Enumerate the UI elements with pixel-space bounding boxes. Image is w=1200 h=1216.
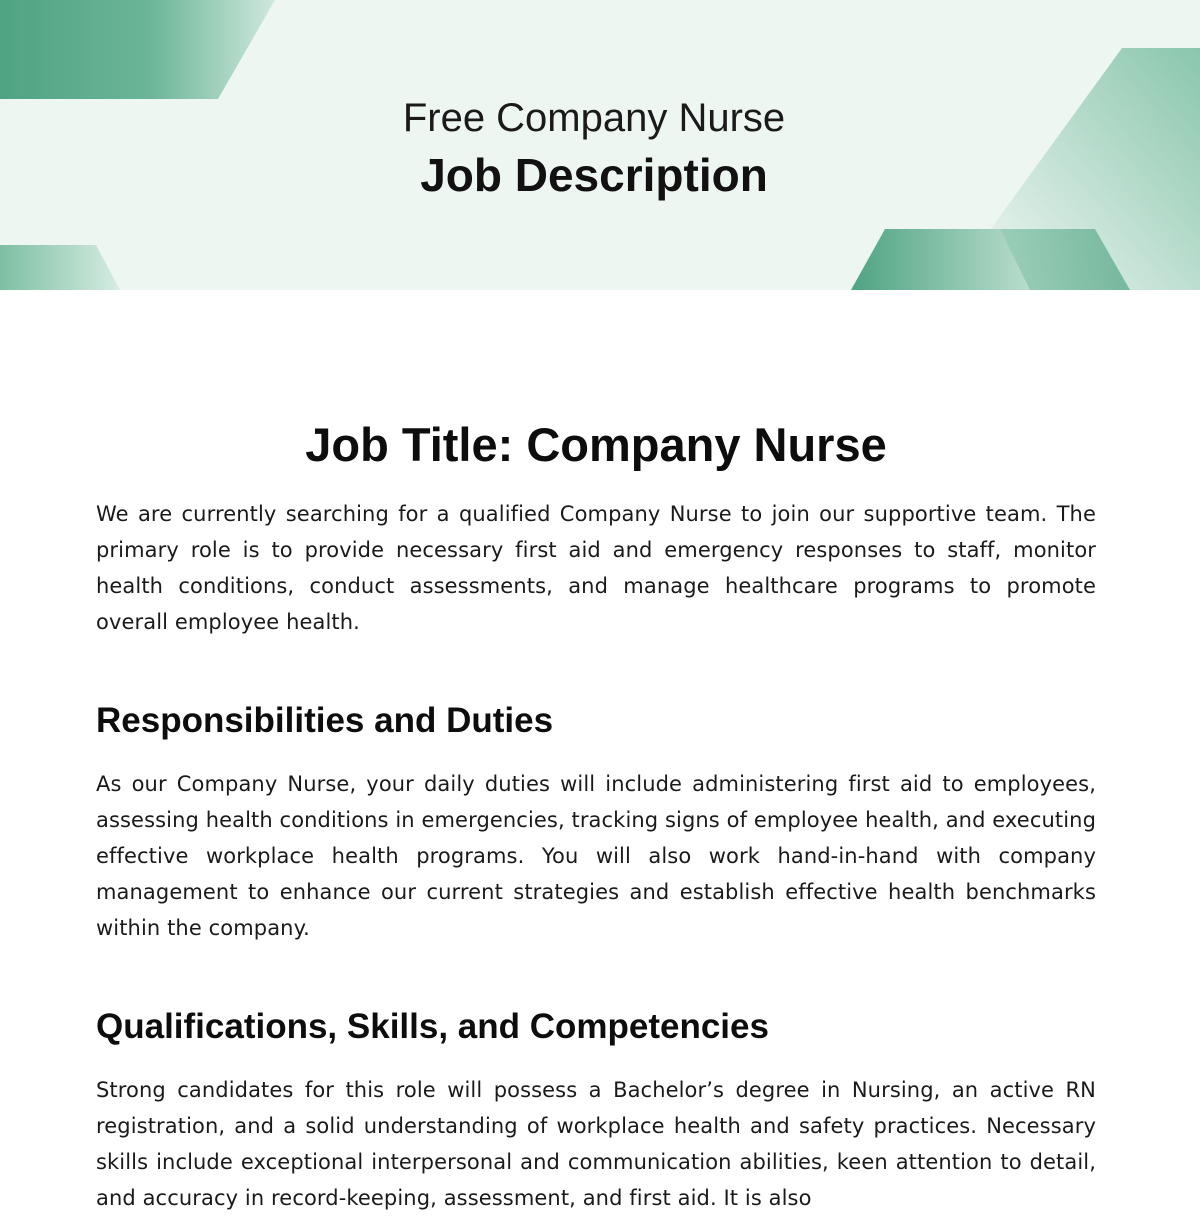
job-title: Job Title: Company Nurse [305,418,887,471]
section-body-responsibilities: As our Company Nurse, your daily duties will include administering first aid to employees, assessing health conditions in emergencies, tracking signs of employee health, and executing effective workplace health programs. You will also work hand-in-hand with company management to enhance our current strategies and establish effective health benchmarks within the company. [96,772,1096,940]
header-banner [0,0,1200,290]
banner-heading [0,92,1188,204]
section-body-qualifications: Strong candidates for this role will possess a Bachelor’s degree in Nursing, an active RN registration, and a solid understanding of workplace health and safety practices. Necessary skills include exceptional interpersonal and communication abilities, keen attention to detail, and accuracy in record-keeping, assessment, and first aid. It is also [96,1078,1096,1210]
bottom-left-shape [0,245,120,290]
section-heading-responsibilities: Responsibilities and Duties [96,701,554,740]
bottom-right-shape [851,229,1030,290]
banner-title: Job Description [420,149,768,201]
document-body [96,412,1096,1216]
top-left-shape [0,0,275,99]
intro-paragraph: We are currently searching for a qualified Company Nurse to join our supportive team. The primary role is to provide necessary first aid and emergency responses to staff, monitor health conditions, conduct assessments, and manage healthcare programs to promote overall employee health. [96,502,1096,634]
section-heading-qualifications: Qualifications, Skills, and Competencies [96,1007,769,1046]
banner-subtitle: Free Company Nurse [402,96,786,140]
